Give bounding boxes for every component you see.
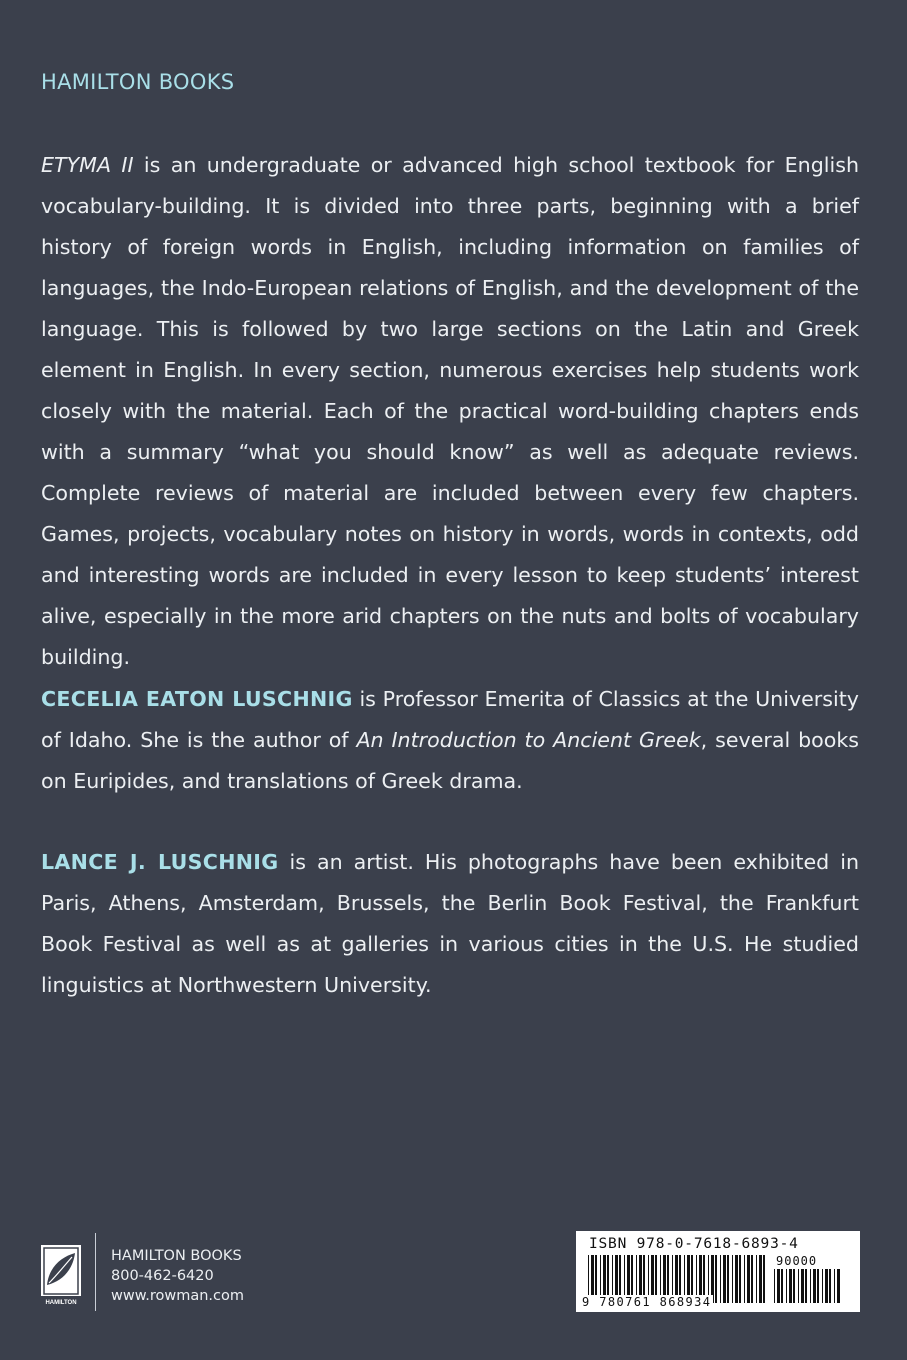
publisher-header: HAMILTON BOOKS: [41, 70, 235, 94]
price-barcode-bars: [774, 1269, 840, 1303]
barcode-bar: [720, 1255, 721, 1303]
barcode-bar: [805, 1269, 807, 1303]
barcode-bar: [793, 1269, 795, 1303]
isbn-barcode: [576, 1231, 860, 1312]
imprint-block: [111, 1246, 244, 1306]
barcode-bar: [825, 1269, 828, 1303]
barcode-bar: [715, 1255, 717, 1303]
book-title: ETYMA II: [41, 153, 134, 177]
book-leaf-icon: [41, 1245, 81, 1307]
barcode-bar: [798, 1269, 799, 1303]
barcode-bar: [756, 1255, 757, 1303]
barcode-bar: [759, 1255, 762, 1303]
barcode-bar: [751, 1255, 753, 1303]
barcode-bar: [813, 1269, 816, 1303]
author-name-lance: LANCE J. LUSCHNIG: [41, 850, 279, 874]
barcode-bar: [747, 1255, 750, 1303]
author-book-title: An Introduction to Ancient Greek: [356, 728, 701, 752]
imprint-website: www.rowman.com: [111, 1288, 245, 1304]
barcode-bar: [822, 1269, 823, 1303]
barcode-bar: [789, 1269, 792, 1303]
ean-digits: 9 780761 868934: [582, 1295, 712, 1309]
logo-wordmark: HAMILTON: [45, 1300, 77, 1306]
author-bio-lance: [41, 842, 859, 1006]
barcode-bar: [834, 1269, 835, 1303]
author-bio-cecelia: [41, 679, 859, 802]
imprint-name: HAMILTON BOOKS: [111, 1248, 242, 1264]
barcode-bar: [837, 1269, 840, 1303]
imprint-phone: 800-462-6420: [111, 1268, 214, 1284]
author-bio-text-1a: is Professor Emerita of Classics at the University of Idaho. She is the author of: [41, 687, 859, 752]
barcode-bar: [723, 1255, 726, 1303]
barcode-bar: [777, 1269, 780, 1303]
author-name-cecelia: CECELIA EATON LUSCHNIG: [41, 687, 353, 711]
price-code: 90000: [776, 1254, 818, 1268]
barcode-bar: [727, 1255, 729, 1303]
isbn-label: ISBN 978-0-7618-6893-4: [589, 1236, 799, 1252]
barcode-bar: [810, 1269, 811, 1303]
author-bio-text-1b: , several books on Euripides, and translations of Greek drama.: [41, 728, 859, 793]
barcode-bar: [817, 1269, 819, 1303]
description-text: is an undergraduate or advanced high school textbook for English vocabulary-building. It is divided into three parts, beginning with a brief history of foreign words in English, including information on families of languages, the Indo-European relations of English, and the development of the language. This is followed by two large sections on the Latin and Greek element in English. In every section, numerous exercises help students work closely with the material. Each of the practical word-building chapters ends with a summary “what you should know” as well as adequate reviews. Complete reviews of material are included between every few chapters. Games, projects, vocabulary notes on history in words, words in contexts, odd and interesting words are included in every lesson to keep students’ interest alive, especially in the more arid chapters on the nuts and bolts of vocabulary building.: [41, 153, 859, 669]
barcode-bar: [786, 1269, 787, 1303]
barcode-bar: [763, 1255, 765, 1303]
book-description: [41, 145, 859, 678]
imprint-divider: [95, 1233, 96, 1311]
barcode-bar: [781, 1269, 783, 1303]
author-bio-text-2: is an artist. His photographs have been exhibited in Paris, Athens, Amsterdam, Brussels, the Berlin Book Festival, the Frankfurt Book Festival as well as at galleries in various cities in the U.S. He studied linguistics at Northwestern University.: [41, 850, 859, 997]
barcode-bar: [739, 1255, 741, 1303]
barcode-bar: [744, 1255, 745, 1303]
barcode-bar: [801, 1269, 804, 1303]
barcode-bar: [774, 1269, 775, 1303]
barcode-bar: [735, 1255, 738, 1303]
barcode-bar: [732, 1255, 733, 1303]
barcode-bar: [829, 1269, 831, 1303]
